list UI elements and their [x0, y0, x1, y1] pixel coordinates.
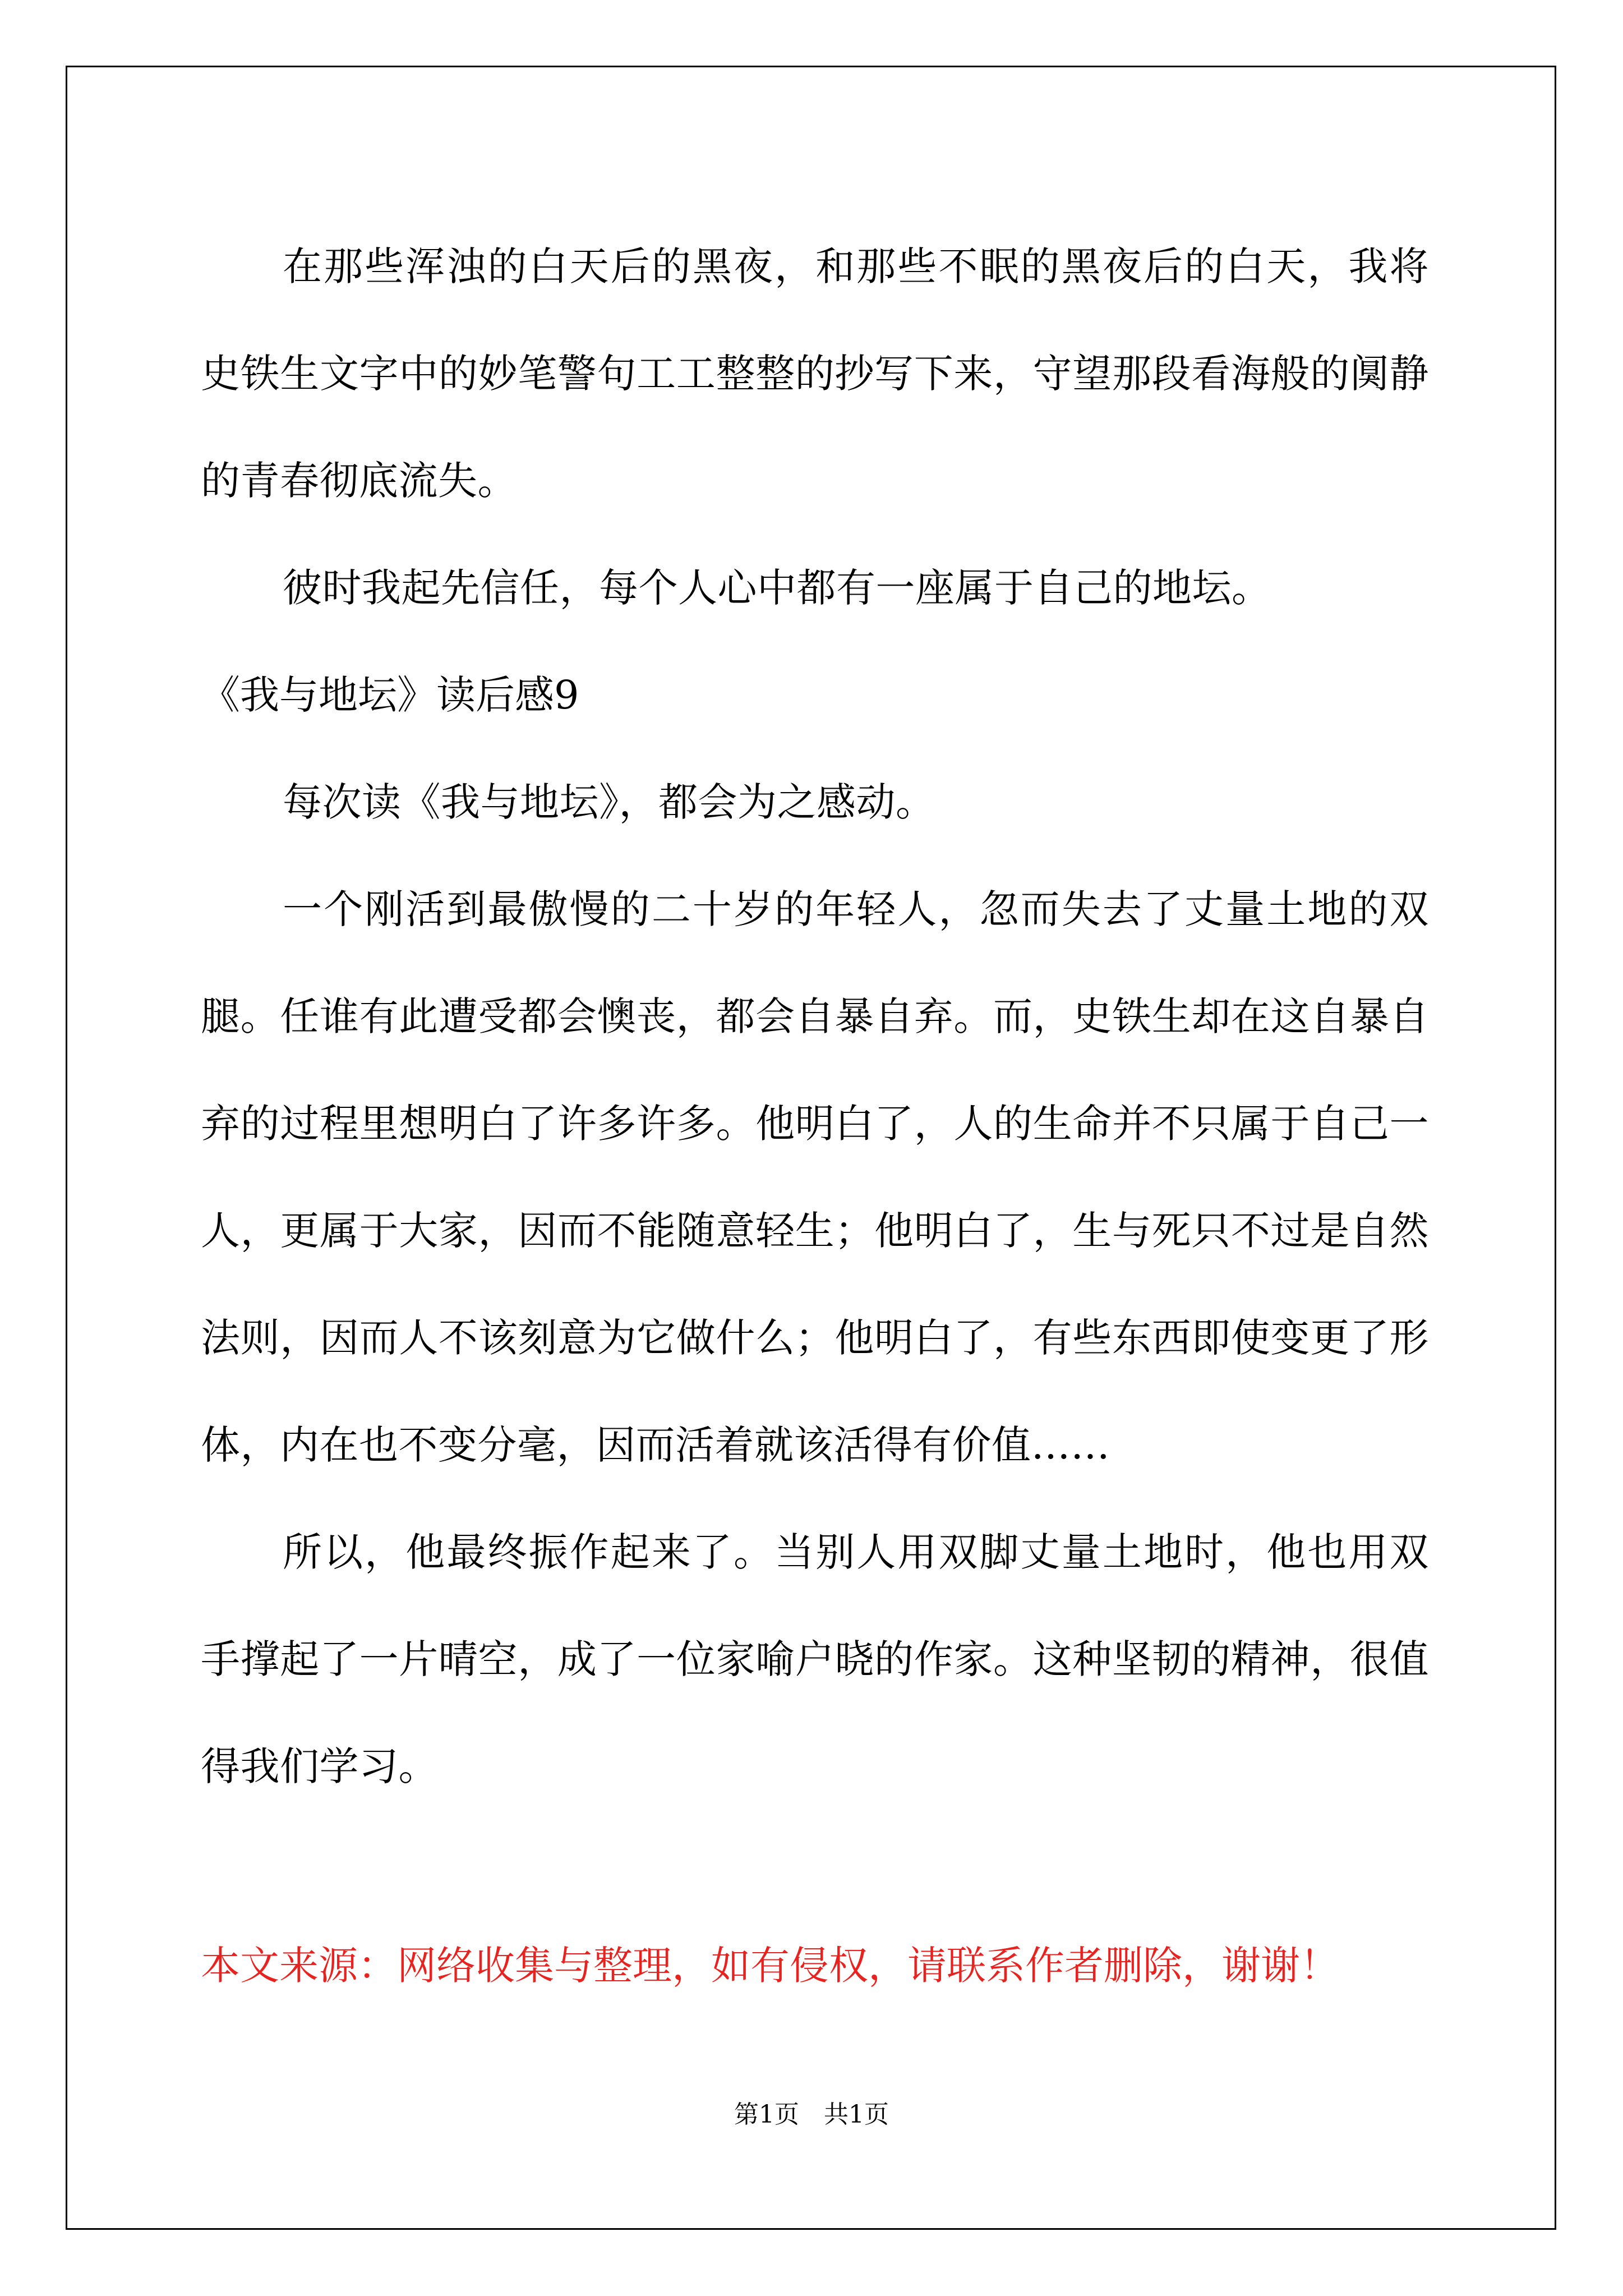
source-note: 本文来源：网络收集与整理，如有侵权，请联系作者删除，谢谢！: [201, 1943, 1339, 1989]
section-title: 《我与地坛》读后感9: [201, 672, 579, 718]
page-footer: 第1页 共1页: [734, 2100, 889, 2129]
document-body: [201, 213, 1429, 2019]
paragraph: 所以，他最终振作起来了。当别人用双脚丈量土地时，他也用双手撑起了一片晴空，成了一位家喻户晓的作家。这种坚韧的精神，很值得我们学习。: [201, 1529, 1429, 1789]
paragraph: 在那些浑浊的白天后的黑夜，和那些不眠的黑夜后的白天，我将史铁生文字中的妙笔警句工工整整的抄写下来，守望那段看海般的阒静的青春彻底流失。: [201, 243, 1429, 504]
paragraph: 一个刚活到最傲慢的二十岁的年轻人，忽而失去了丈量土地的双腿。任谁有此遭受都会懊丧，都会自暴自弃。而，史铁生却在这自暴自弃的过程里想明白了许多许多。他明白了，人的生命并不只属于自己一人，更属于大家，因而不能随意轻生；他明白了，生与死只不过是自然法则，因而人不该刻意为它做什么；他明白了，有些东西即使变更了形体，内在也不变分毫，因而活着就该活得有价值……: [201, 886, 1429, 1468]
paragraph: 彼时我起先信任，每个人心中都有一座属于自己的地坛。: [283, 565, 1271, 611]
paragraph: 每次读《我与地坛》，都会为之感动。: [283, 779, 935, 825]
